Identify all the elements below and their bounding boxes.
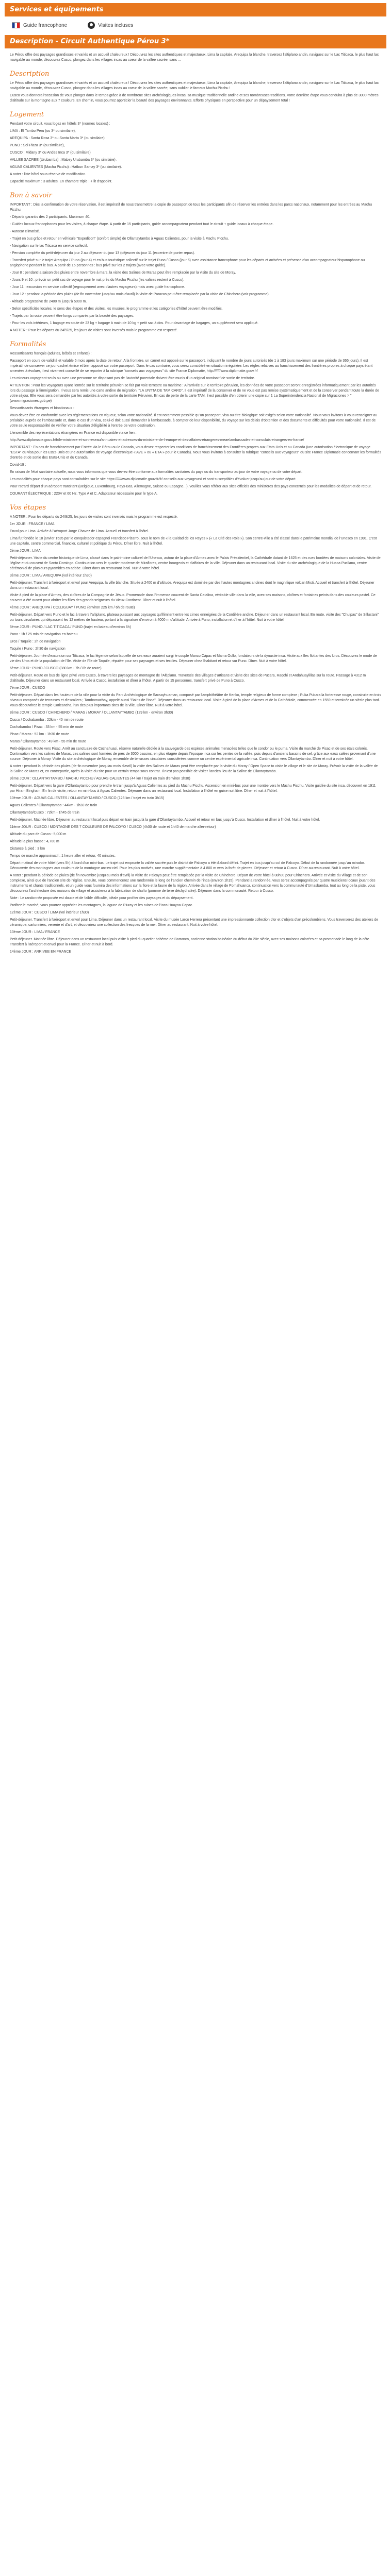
services-list <box>5 16 386 35</box>
section-title: Logement <box>10 111 44 118</box>
section-paragraph: 4ème JOUR : AREQUIPA / COLLIGUAY / PUNO (environ 225 km / 6h de route) <box>10 606 135 609</box>
section-paragraph: A NOTER : Pour les départs du 24/9/25, les jours de visites sont inversés mais le programme est respecté. <box>10 515 178 519</box>
section-title: Vos étapes <box>10 504 46 512</box>
service-item-visits <box>88 22 133 29</box>
section-paragraph: Petit-déjeuner. Départ dans les hauteurs de la ville pour la visite du Parc Archéologique de Sacsayhuaman, composé par l'amphithéâtre de Kenko, temple religieux de forme complexe ; Puka Pukara la forteresse rouge, construite en trois niveaux composés de terrasses et d'escaliers ; Tambomachay, appelé aussi "Bains de l'Inca". Déjeuner dans un restaurant local. Visite à pied de la place d'Armes et de la Cathédrale, commencée en 1559 et terminée un siècle plus tard. Vous découvrirez le temple Coricancha, l'un des plus importants sites de la ville. Dîner libre. Nuit à votre hôtel. <box>10 693 381 707</box>
section-paragraph: Aguas Calientes / Ollantaytambo : 44km - 1h30 de train <box>10 804 97 807</box>
section-paragraph: A noter : liste hôtel sous réserve de modification. <box>10 173 87 176</box>
section-paragraph: Petit-déjeuner. Départ vers la gare d'Ollantaytambo pour prendre le train jusqu'à Aguas Calientes au pied du Machu Picchu. Ascension en mini-bus pour une montée vers le Machu Picchu. Visite guidée du site inca, découvert en 1911 par Hiram Bingham. En fin de visite, retour en mini-bus à Aguas Calientes. Déjeuner dans un restaurant local. Installation à l'hôtel en guise nuit libre. Dîner et nuit à l'hôtel. <box>10 784 376 793</box>
section-paragraph: Petit-déjeuner. Matinée libre. Déjeuner dans un restaurant local puis visite à pied du quartier bohème de Barranco, ancienne station balnéaire du début du 20e siècle, avec ses maisons colorées et sa promenade le long de la côte. Transfert à l'aéroport et envol pour la France. Dîner et nuit à bord. <box>10 938 370 946</box>
section-paragraph: Visite à pied de la place d'Armes, des cloîtres de la Compagnie de Jésus. Promenade dans l'immense couvent de Santa Catalina, véritable ville dans la ville, avec ses maisons, cloîtres et fontaines peints dans des couleurs pastel. Ce couvent a été ouvert pour abriter les filles des grands seigneurs du Vieux Continent. Dîner et nuit à l'hôtel. <box>10 594 376 602</box>
section-paragraph: Cusco vous donnera l'occasion de vous plonger dans le temps grâce à de nombreux sites archéologiques incas, sa musique traditionnelle andine et ses nombreuses traditions. Votre dernière étape vous conduira à plus de 3000 mètres d'altitude sur la montagne aux 7 couleurs. En chemin, vous pourrez apprécier la beauté des paysages environnants. Efforts physiques en perspective pour un dépaysement total ! <box>10 94 379 103</box>
section-paragraph: Envol pour Lima. Arrivée à l'aéroport Jorge Chavez de Lima. Accueil et transfert à l'hôtel. <box>10 530 149 533</box>
section-block <box>10 192 381 333</box>
section-paragraph: Petit-déjeuner. Route en bus de ligne privé vers Cusco, à travers les paysages de montagne de l'Altiplano. Traversée des villages d'artisans et visite des sites de Pucara, Raqchi et Andahuaylillas sur la route. Passage à 4312 m d'altitude. Déjeuner dans un restaurant local. Arrivée à Cusco, installation et dîner à l'hôtel. A partir de 15 personnes, transfert privé de Puno à Cusco. <box>10 674 366 683</box>
section-paragraph: 3ème JOUR : LIMA / AREQUIPA (vol intérieur 1h30) <box>10 574 92 578</box>
section-paragraph: Petit-déjeuner. Route vers Pisac. Arrêt au sanctuaire de Cochahuasi, réserve naturelle dédiée à la sauvegarde des espèces animales menacées telles que le condor ou le puma. Visite du marché de Pisac et de ses étals colorés. Continuation vers les salines de Maras, ces salines sont formées de près de 3000 bassins, en plus étagée depuis l'époque inca sur les pentes de la vallée, puis depuis d'anciens bassins de sel, grâce aux eaux salées provenant d'une source. Déjeuner à Moray. Visite du site archéologique de Moray, ensemble de terrasses circulaires considérées comme un centre expérimental agricole inca. Continuation vers Ollantaytambo. Dîner et nuit à votre hôtel. <box>10 747 376 761</box>
section-paragraph: 13ème JOUR : LIMA / FRANCE <box>10 930 60 934</box>
section-paragraph: AGUAS CALIENTES (Machu Picchu) : Hatbun Samay 3* (ou similaire). <box>10 165 122 169</box>
section-paragraph: Pendant votre circuit, vous logez en hôtels 3* (normes locales) : <box>10 122 110 126</box>
section-paragraph: http://www.diplomatie.gouv.fr/fr/le-ministere-et-son-reseau/annuaires-et-adresses-du-ministere-de-l-europe-et-des-affaires-etrangeres-meae/ambassades-et-consulats-etrangers-en-france/ <box>10 438 304 442</box>
section-paragraph: A NOTER : Pour les départs du 24/9/25, les jours de visites sont inversés mais le programme est respecté. <box>10 329 178 332</box>
section-paragraph: A noter : pendant la période des pluies (de fin novembre jusqu'au mois d'avril) la visite des Salines de Maras peut être remplacée par la visite du Moray / Open Space to visite le village et le site de Moray. Prévoir la visite de la vallée de la Saline de Maras et, en contrepartie, après la visite du site pour un certain temps sous contrat. Il n'est pas possible de visiter l'ancien lieu de la Saline de Ollantaytambo. <box>10 765 378 773</box>
section-block <box>10 341 381 497</box>
flag-icon <box>12 22 20 28</box>
section-paragraph: - Départs garantis dès 2 participants. Maximum 40. <box>10 215 90 219</box>
section-paragraph: Capacité maximum : 3 adultes. En chambre triple : + lit d'appoint. <box>10 180 112 183</box>
section-paragraph: - Selon spécificités locales, le sens des étapes et des visites, les musées, le programme et les catégories d'hôtel peuvent être modifiés. <box>10 307 223 311</box>
section-paragraph: Uros / Taquile : 2h de navigation <box>10 640 61 643</box>
section-paragraph: Covid-19 : <box>10 463 26 467</box>
section-paragraph: Petit-déjeuner. Transfert à l'aéroport et envol pour Arequipa, la ville blanche. Située à 2400 m d'altitude, Arequipa est dominée par des hautes montagnes andines dont le magnifique volcan Misti. Accueil et transfert à l'hôtel. Déjeuner dans un restaurant local. <box>10 581 374 590</box>
section-paragraph: - Pour les vols intérieurs, 1 bagage en soute de 23 kg + bagage à main de 10 kg + petit sac à dos. Pour davantage de bagages, un supplément sera appliqué. <box>10 321 258 325</box>
section-paragraph: Temps de marche approximatif : 1 heure aller et retour, 40 minutes. <box>10 854 116 858</box>
section-paragraph: Ressortissants étrangers et binationaux : <box>10 406 74 410</box>
section-paragraph: Petit-déjeuner. Visite du centre historique de Lima, classé dans le patrimoine culturel de l'Unesco, autour de la place d'Armes avec le Palais Présidentiel, la Cathédrale datant de 1625 et des rues bordées de maisons coloniales. Visite de l'église et du couvent de Santo Domingo. Continuation vers le quartier moderne de Miraflores, centre bourgeois et d'affaires de la ville. Déjeuner dans un restaurant local. Visite du site archéologique de la Huaca Pucllana, centre cérémonial de plusieurs pyramides en adobe. Dîner dans un restaurant local. Nuit à votre hôtel. <box>10 556 381 570</box>
services-header: Services et équipements <box>5 3 386 16</box>
section-paragraph: IMPORTANT : Dès la confirmation de votre réservation, il est impératif de nous transmettre la copie de passeport de tous les participants afin de réserver les entrées dans les parcs nationaux, notamment pour les entrées au Machu Picchu. <box>10 203 372 212</box>
description-body <box>5 53 386 955</box>
section-paragraph: Départ matinal de votre hôtel (vers 5h) à bord d'un mini-bus. Le trajet qui emprunte la vallée sacrée puis le district de Palcoyo a été d'abord défini. Trajet en bus jusqu'au col de Palcoyo. Début de la randonnée jusqu'au mirador. Découverte des montagnes aux couleurs de la montagne arc-en-ciel. Pour les plus motivés, une marche supplémentaire à 4 800 m vers la forêt de pierres. Déjeuner et retour à Cusco. Dîner au restaurant. Nuit à votre hôtel. <box>10 861 365 870</box>
section-paragraph: VALLEE SACREE (Urubamba) : Mabey Urubamba 3* (ou similaire) , <box>10 158 118 162</box>
section-paragraph: - Jour 11 : excursion en service collectif (regroupement avec d'autres voyageurs) mais avec guide francophone. <box>10 285 185 289</box>
section-paragraph: COURANT ÉLECTRIQUE : 220V et 60 Hz. Type A et C. Adaptateur nécessaire pour le type A. <box>10 492 158 496</box>
section-paragraph: Passeport en cours de validité et valable 6 mois après la date de retour. A la frontière, un carnet est apposé sur le passeport, indiquant le nombre de jours autorisés (de 1 à 183 jours maximum sur une période de 365 jours). Il est impératif de conserver ce jour-cachet émise et bien apposé sur votre passeport. Dans le cas contraire, vous serez considéré en situation irrégulière. Les règles relatives au franchissement des frontières propres à chaque pays étant amenées à évoluer, il est vivement conseillé de se reporter à la rubrique "conseils aux voyageurs" du site France Diplomatie, http:///////www.diplomatie.gouv.fr/ <box>10 359 373 373</box>
section-paragraph: - Trajets par la route peuvent être longs comparés par la beauté des paysages. <box>10 314 134 318</box>
section-title: Bon à savoir <box>10 192 52 199</box>
section-paragraph: Puno : 1h / 25 min de navigation en bateau <box>10 633 78 636</box>
section-paragraph: L'ensemble des représentations étrangères en France est disponible via ce lien : <box>10 431 137 435</box>
section-paragraph: Le Pérou offre des paysages grandioses et variés et un accueil chaleureux ! Découvrez les sites authentiques et majestueux, Lima la capitale, Arequipa la blanche, traversez l'altiplano andin, naviguez sur le Lac Titicaca, le plus haut lac navigable au monde, découvrez Cusco, plongez dans les villages incas au coeur de la vallée sacrée, sans oublier le fameux Machu Picchu ! <box>10 81 379 90</box>
section-paragraph: Petit-déjeuner. Départ vers Puno et le lac à travers l'altiplano, plateau puissant aux paysages qu'illimitent entre les cimes enneigées de la Cordillère andine. Déjeuner dans un restaurant local. En route, visite des "Chulpas" de Sillustani" ou tours circulaires qui dépassent les 12 mètres de hauteur, portant à la signature d'environ à 4000 m d'altitude. Arrivée à Puno, installation et dîner à l'hôtel. Nuit à votre hôtel. <box>10 613 379 622</box>
section-paragraph: ATTENTION : Pour les voyageurs ayant l'entrée sur le territoire péruvien se fait par voie terrestre ou maritime : A l'arrivée sur le territoire péruvien, les données de votre passeport seront enregistrées informatiquement par les autorités lors du passage à l'immigration. Il vous sera remis une carte andine de migration, "LA UNTTA DE TAM CARD". Il est impératif de la conserver et de ne vous est pas remise systématiquement et de la conserver pendant toute la durée de votre séjour. Elle vous sera demandée par les autorités à votre sortie du territoire Péruvien. En cas de perte de la carte TAM, il est possible d'en obtenir une copie sur 1 La Superintendencia Nacional de Migraciones > "(www.migraciones.gob.pe) <box>10 384 379 403</box>
section-paragraph: Taquile / Puno : 2h30 de navigation <box>10 647 66 651</box>
section-paragraph: 1er JOUR : FRANCE / LIMA <box>10 522 55 526</box>
section-paragraph: Altitude du parc de Cusco : 5,000 m <box>10 833 67 836</box>
section-paragraph: Cochabamba / Pisac : 33 km - 55 min de route <box>10 725 84 729</box>
section-title: Formalités <box>10 341 46 348</box>
section-paragraph: LIMA : El Tambo Peru (ou 3* ou similaire), <box>10 129 76 133</box>
service-item-guide <box>12 22 67 28</box>
service-label: Visites incluses <box>98 22 134 28</box>
section-paragraph: Maras / Ollantaytambo : 49 km - 55 min de route <box>10 740 86 743</box>
section-paragraph: - Jour 12 : pendant la période des pluies (de fin novembre jusqu'au mois d'avril) la visite de Paracas peut être remplacée par la visite de Chinchero (voir programme). <box>10 293 270 296</box>
section-paragraph: - Autocar climatisé. <box>10 230 40 233</box>
section-paragraph: A noter : pendant la période de pluies (de fin novembre jusqu'au mois d'avril) la visite de Palcoyo peut être remplacée par la visite de Chinchero. Départ de votre hôtel à 08h00 pour Chinchero. Arrivée et visite du village et de son complexe, ainsi que de l'ancien site de l'église. Ensuite, vous commencerez une randonnée le long de l'ancien chemin de l'inca (environ 1h15). Pendant la randonnée, vous serez accompagnés par quatre musiciens locaux jouant des instruments et chants traditionnels, et un guide vous fournira des informations sur la flore et la faune de la région. Arrivée dans le village de Pomahuanca, continuation vers la communauté d'Umasbamba, tout au long de la piste, vous découvrirez l'architecture des maisons du village et assisterez à la fabrication de chuño (pomme de terre déshydratée). Déjeuner dans la communauté. Retour à Cusco. <box>10 874 376 893</box>
section-paragraph: Petit-déjeuner. Transfert à l'aéroport et envol pour Lima. Déjeuner dans un restaurant local. Visite du musée Larco Herrera présentant une impressionnante collection d'or et d'objets d'art précolombiens. Vous traverserez des ateliers de céramique, cartonniers, verrerie et d'art, et découvrirez une collection des fresques de la mer. Dîner au restaurant. Nuit à votre hôtel. <box>10 918 379 927</box>
section-paragraph: Distance à pied : 3 km <box>10 847 45 851</box>
section-paragraph: 7ème JOUR : CUSCO <box>10 686 45 690</box>
section-paragraph: - Altitude progressive de 2400 m jusqu'à 5000 m. <box>10 300 87 303</box>
service-label: Guide francophone <box>23 22 68 28</box>
section-paragraph: Pour rsc'ard départ d'un aéroport transitant (Belgique, Luxembourg, Pays-Bas, Allemagne, Suisse ou Espagne...), veuillez vous référer aux sites officiels des ministères des pays concernés pour les modalités de départ et de retour. <box>10 485 372 488</box>
section-paragraph: 5ème JOUR : PUNO / LAC TITICACA / PUNO (trajet en bateau d'environ 6h) <box>10 625 131 629</box>
section-paragraph: - Navigation sur le lac Titicaca en service collectif. <box>10 244 88 248</box>
section-paragraph: Lima fut fondée le 18 janvier 1535 par le conquistador espagnol Francisco Pizarro, sous le nom de « la Cuidad de los Reyes » (« La Cité des Rois »). Son centre-ville a été classé dans le patrimoine mondial de l'Unesco en 1991. C'est une capitale, centre commercial, financier, culturel et politique du Pérou. Dîner libre. Nuit à l'hôtel. <box>10 537 377 546</box>
section-block <box>10 70 381 104</box>
section-paragraph: Note : Le randonnée proposée est douce et de faible difficulté, idéale pour profiter des paysages et du dépaysement. <box>10 896 194 900</box>
section-paragraph: Altitude la plus basse : 4,700 m <box>10 840 59 843</box>
section-paragraph: - Jour 8 : pendant la saison des pluies entre novembre à mars, la visite des Salines de Maras peut être remplacée par la visite du site de Moray. <box>10 271 236 275</box>
section-paragraph: - Pension complète du petit-déjeuner du jour 2 au déjeuner du jour 13 (déjeuner du jour 11 (excentre de porter repas). <box>10 251 195 255</box>
section-block <box>10 111 381 184</box>
section-paragraph: Petit-déjeuner. Matinée libre. Déjeuner au restaurant local puis départ en train jusqu'à la gare d'Ollantaytambo. Accueil et retour en bus jusqu'à Cusco. Installation et dîner à l'hôtel. Nuit à votre hôtel. <box>10 818 320 822</box>
guide-icon <box>88 22 95 29</box>
section-paragraph: 8ème JOUR : CUSCO / CHINCHERO / MARAS / MORAY / OLLANTAYTAMBO (129 km - environ 3h30) <box>10 711 173 715</box>
page-container <box>5 0 386 955</box>
section-paragraph: 11ème JOUR : CUSCO / MONTAGNE DES 7 COULEURS DE PALCOYO / CUSCO (4h30 de route et 1h40 de marche aller-retour) <box>10 825 216 829</box>
sections-container <box>10 70 381 955</box>
section-paragraph: AREQUIPA : Santa Rosa 3* ou Santa Marta 3* (ou similaire) <box>10 137 105 140</box>
section-paragraph: Profitez le marché, vous pourrez apprécier les montagnes, la lagune de Piuray et les ruines de l'Inca Huayna Capac. <box>10 904 193 907</box>
section-paragraph: CUSCO : Midany 3* ou Andes Inca 3* (ou similaire) <box>10 151 91 155</box>
section-paragraph: IMPORTANT : En cas de franchissement par Entrée via le Pérou ou le Canada, vous devez respecter les conditions de franchissement des Frontières propres aux Etats-Unis et au Canada (une autorisation électronique de voyage "ESTA" ou visa pour les Etats-Unis et une autorisation de voyage électronique « AVE » ou « ETA » pour le Canada). Nous vous invitons à consulter la rubrique "conseils aux voyageurs" du site France Diplomatie concernant les formalités d'entrée et de sortie des Etats-Unis et du Canada. <box>10 446 381 460</box>
section-paragraph: Cusco / Cochabamba : 22km - 40 min de route <box>10 718 84 722</box>
section-paragraph: 12ème JOUR : CUSCO / LIMA (vol intérieur 1h30) <box>10 911 89 914</box>
section-paragraph: - Trajet en bus grâce et retour en véhicule "Expedition" (confort simple) de Ollantaytambo à Aguas Calientes, pour la visite à Machu Picchu. <box>10 237 229 241</box>
section-paragraph: Pisac / Maras : 52 km - 1h30 de route <box>10 733 69 736</box>
section-paragraph: 9ème JOUR : OLLANTAYTAMBO / MACHU PICCHU / AGUAS CALIENTES (44 km / trajet en train d'environ 1h30) <box>10 777 190 781</box>
section-paragraph: - Jours 9 et 10 : prévoir un petit sac de voyage pour le nuit près du Machu Picchu (les valises restent à Cusco). <box>10 278 185 282</box>
section-paragraph: 2ème JOUR : LIMA <box>10 549 41 553</box>
description-intro: Le Pérou offre des paysages grandioses et variés et un accueil chaleureux ! Découvrez les sites authentiques et majestueux, Lima la capitale, Arequipa la blanche, traversez l'altiplano andin, naviguez sur le Lac Titicaca, le plus haut lac navigable au monde, découvrez Cusco, plongez dans les villages incas au coeur de la vallée sacrée, sans ... <box>10 53 379 62</box>
section-paragraph: En raison de l'état sanitaire actuelle, nous vous informons que vous devrez être conforme aux formalités sanitaires du pays ou du transporteur au jour de votre voyage ou de votre départ. <box>10 470 303 474</box>
section-paragraph: Les mineurs voyageant seuls ou avec une personne ne disposant pas de l'autorité parentale doivent être munis d'un original nominatif de sortie de territoire. <box>10 377 255 380</box>
section-paragraph: PUNO : Sol Plaza 3* (ou similaire), <box>10 144 65 147</box>
section-title: Description <box>10 70 50 78</box>
section-paragraph: Vous devez être en conformité avec les réglementations en vigueur, selon votre nationalité. Il est notamment possible qu'un passeport, visa ou titre biologique soit exigés selon votre nationalité. Nous vous invitons à vous renseigner au préalable auprès de l'ambassade et, dans le cas d'un visa, celui-ci doit aussi demander à l'ambassade, à compter de leur disponibilité, du voyage sur les délais d'obtention et des documents et difficultés pour votre nationalité. Il est de votre seule responsabilité de vérifier votre situation d'éligibilité à l'entrée de votre destination. <box>10 414 378 428</box>
section-block <box>10 504 381 955</box>
section-paragraph: 14ème JOUR : ARRIVEE EN FRANCE <box>10 950 72 954</box>
section-paragraph: Ressortissants français (adultes, bébés et enfants) : <box>10 352 92 355</box>
section-paragraph: 6ème JOUR : PUNO / CUSCO (380 km - 7h / 8h de route) <box>10 667 102 670</box>
section-paragraph: 10ème JOUR : AGUAS CALIENTES / OLLANTAYTAMBO / CUSCO (123 km / trajet en train 3h15) <box>10 796 165 800</box>
section-paragraph: - Guides locaux francophones pour les visites, à chaque étape. A partir de 15 participants, guide accompagnateur pendant tout le circuit + guide locaux à chaque étape. <box>10 223 274 226</box>
description-header: Description - Circuit Authentique Pérou 3* <box>5 35 386 48</box>
section-paragraph: Ollantaytambo/Cusco : 72km - 1h45 de train <box>10 811 79 815</box>
section-paragraph: Petit-déjeuner. Journée d'excursion sur Titicaca, le lac légende selon laquelle de ses eaux auraient surgi le couple Manco Cápac et Mama Ocllo, fondateurs de la dynastie inca. Visite aux Iles flottantes des Uros. Découvrez le mode de vie des Uros et de la population de l'île. Visite de l'île de Taquile, réputée pour ses paysages et ses textiles. Déjeuner chez l'habitant et retour sur Puno. Dîner. Nuit à votre hôtel. <box>10 654 377 663</box>
section-paragraph: - Transfert privé sur le trajet Arequipa / Puno (jour 4) et en bus touristique collectif sur le trajet Puno / Cusco (jour 6) avec assistance francophone pour les départs et arrivées et présence d'un accompagnateur hispanophone ou anglophone pendant le bus. A partir de 15 personnes : bus privé sur les 2 trajets (avec votre guide). <box>10 259 365 267</box>
section-paragraph: Les modalités pour chaque pays sont consultables sur le site https:///////www.diplomatie.gouv.fr/fr/ conseils-aux-voyageurs/ et sont susceptibles d'évoluer jusqu'au jour de votre départ. <box>10 478 297 481</box>
